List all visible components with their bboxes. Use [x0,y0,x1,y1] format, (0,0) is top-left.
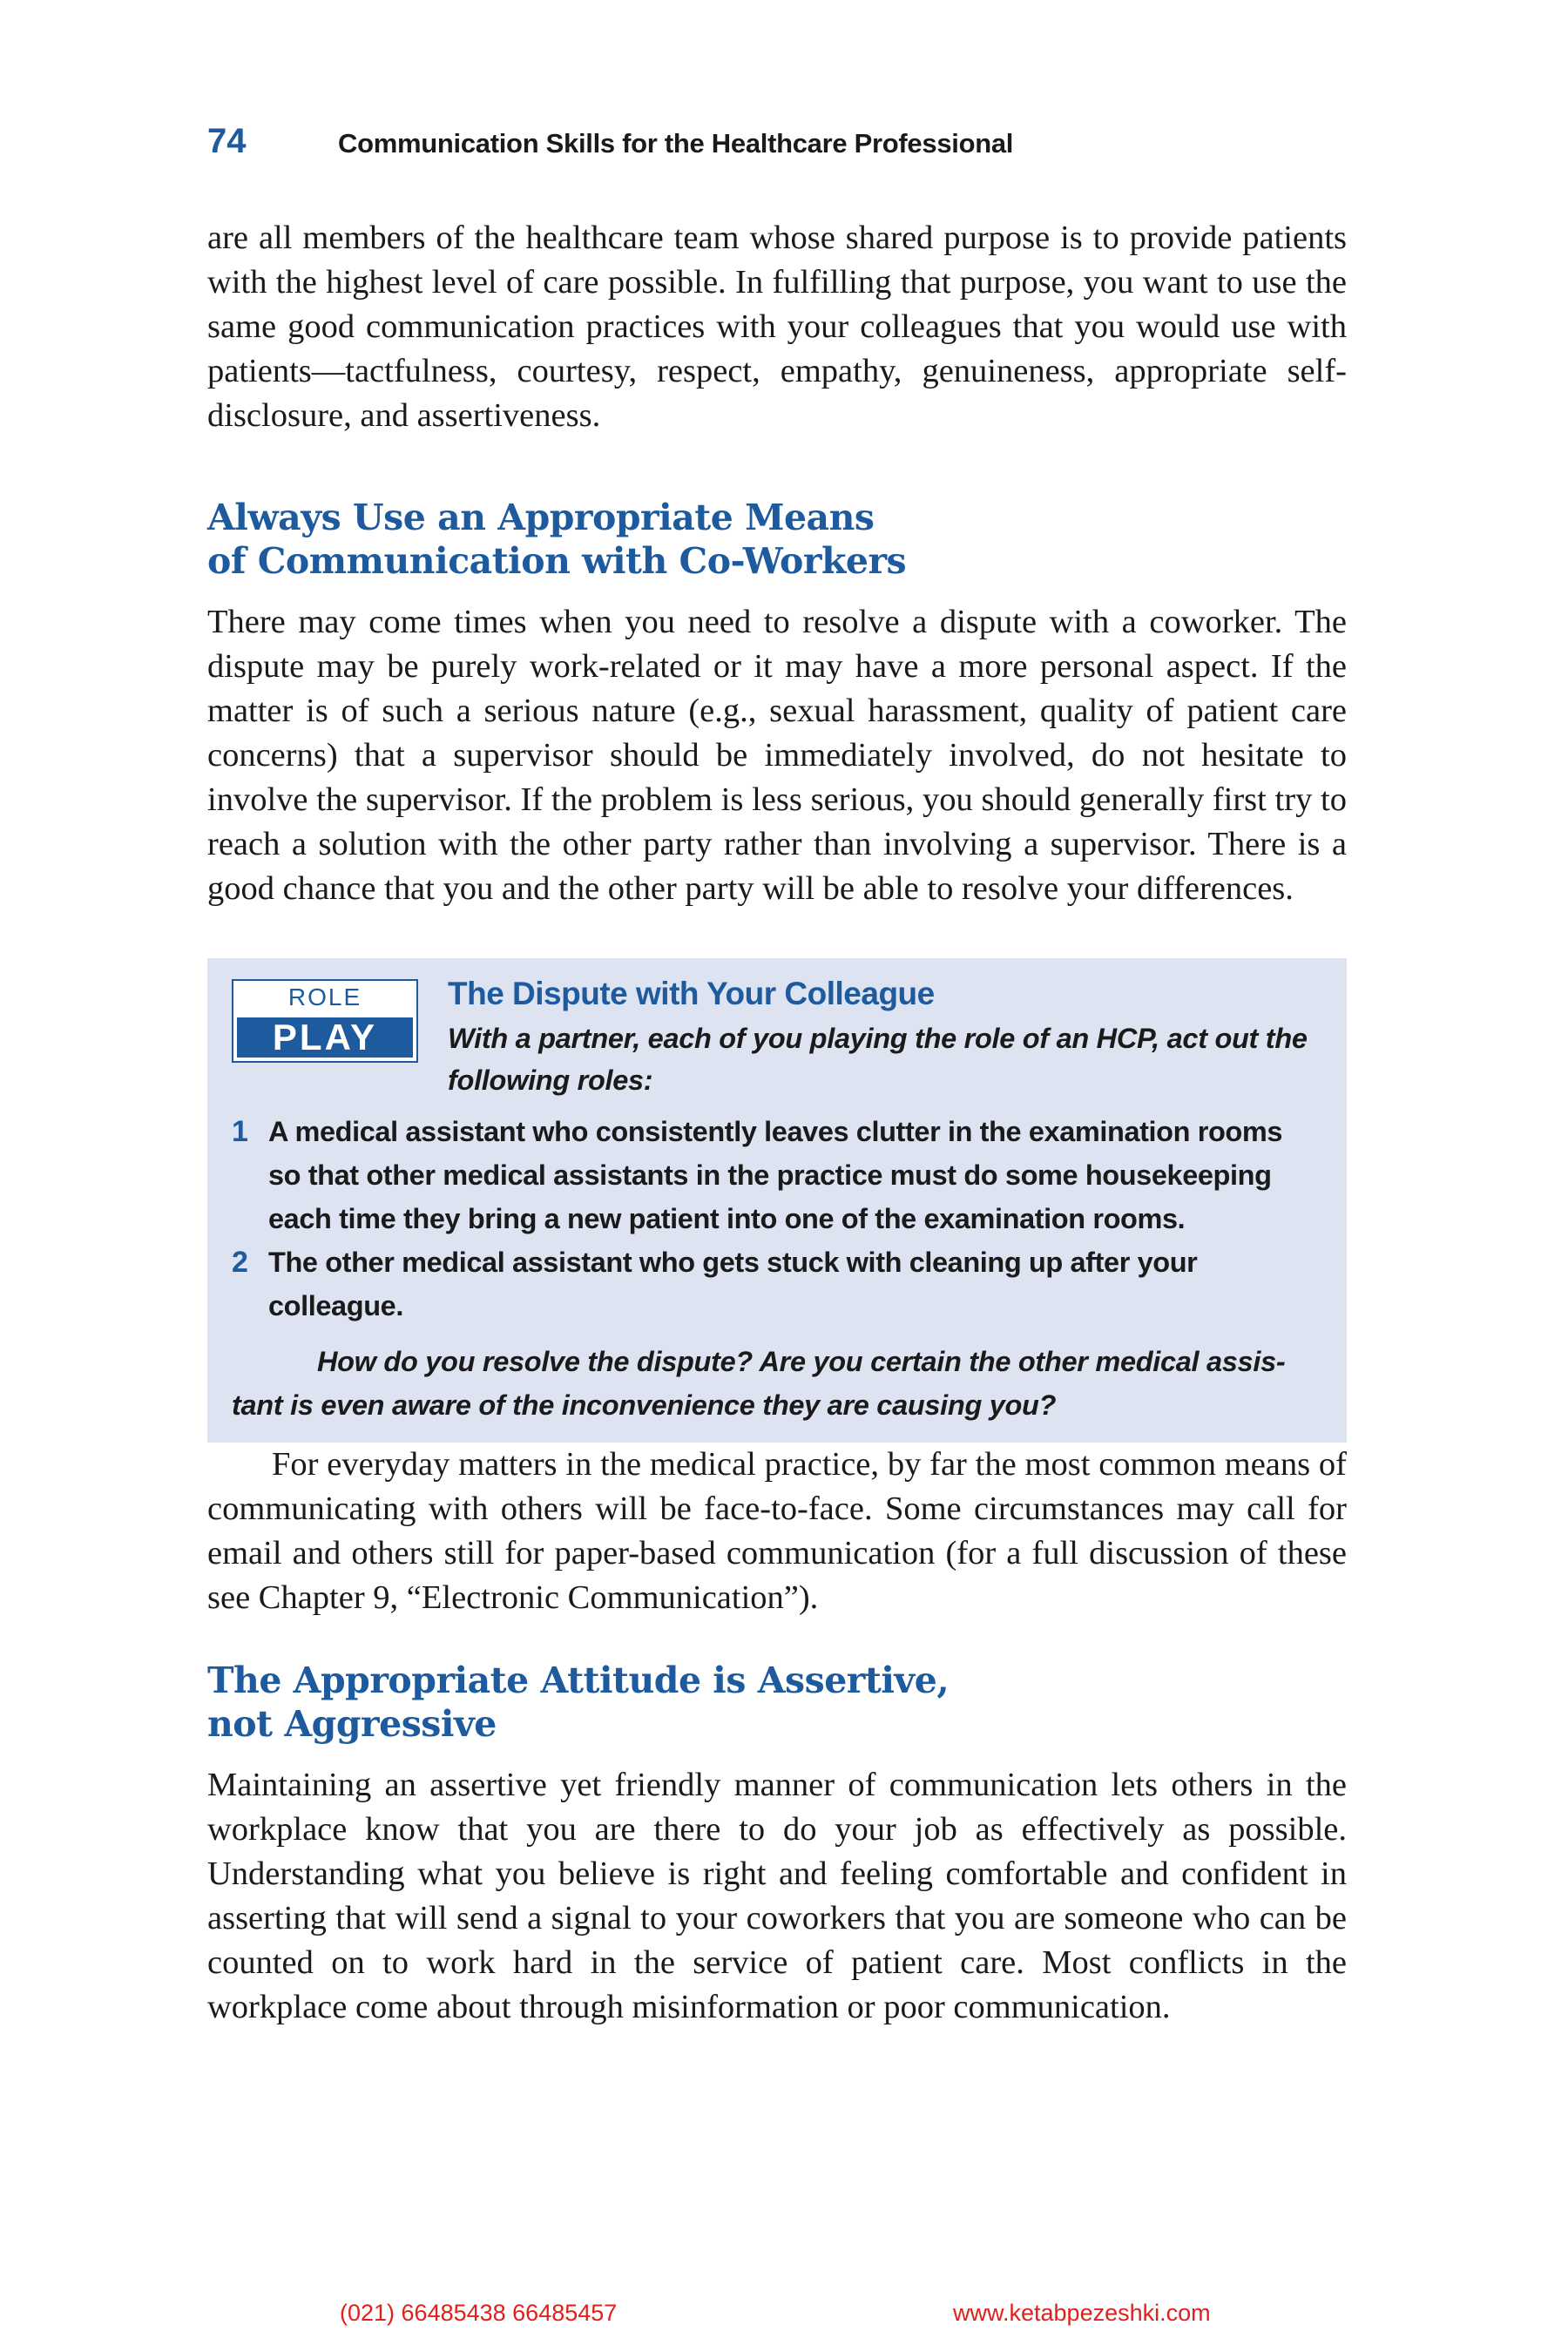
role-play-badge [232,979,418,1063]
heading-line: Always Use an Appropriate Means [207,497,875,538]
role-play-intro: With a partner, each of you playing the role of an HCP, act out the following roles: [448,1023,1308,1096]
intro-paragraph: are all members of the healthcare team whose shared purpose is to provide patients with the highest level of care possible. In fulfilling that purpose, you want to use the same good communication practices with your colleagues that you would use with patients—tactfulness, courtesy, respect, empathy, genuineness, appropriate self-disclosure, and assertiveness. [207,220,1347,434]
footer-website-link[interactable]: www.ketabpezeshki.com [953,2300,1211,2326]
running-header [207,122,1013,161]
list-item [232,1110,1315,1240]
list-item [232,1240,1315,1328]
footer-phone: (021) 66485438 66485457 [340,2300,618,2326]
list-item-text: The other medical assistant who gets stuck with cleaning up after your colleague. [268,1247,1198,1321]
role-play-question: How do you resolve the dispute? Are you certain the other medical assistant is even aware of the inconvenience they are causing you? [232,1346,1286,1421]
section-paragraph: Maintaining an assertive yet friendly manner of communication lets others in the workplace know that you are there to do your job as effectively as possible. Understanding what you believe is right and feeling comfortable and confident in asserting that will send a signal to your coworkers that you are someone who can be counted on to work hard in the service of patient care. Most conflicts in the workplace come about through misinformation or poor communication. [207,1767,1347,2025]
badge-play-label: PLAY [237,1017,413,1058]
heading-line: not Aggressive [207,1703,497,1745]
section-paragraph: There may come times when you need to resolve a dispute with a coworker. The dispute may be purely work-related or it may have a more personal aspect. If the matter is of such a serious nature (e.g., sexual harassment, quality of patient care concerns) that a supervisor should be immediately involved, do not hesitate to involve the supervisor. If the problem is less serious, you should generally first try to reach a solution with the other party rather than involving a supervisor. There is a good chance that you and the other party will be able to resolve your differences. [207,604,1347,907]
heading-line: of Communication with Co-Workers [207,540,907,582]
role-play-box [207,958,1347,1443]
list-item-text: A medical assistant who consistently leaves clutter in the examination rooms so that other medical assistants in the practice must do some housekeeping each time they bring a new patient into one of the examination rooms. [268,1116,1283,1234]
role-play-list [232,1110,1315,1328]
badge-role-label: ROLE [287,983,362,1010]
list-item-number: 1 [232,1115,248,1148]
section-heading-assertive [207,1659,1347,1746]
list-item-number: 2 [232,1246,248,1279]
section-heading-communication-means [207,496,1347,583]
running-title: Communication Skills for the Healthcare Professional [338,128,1014,159]
page-number: 74 [207,122,247,160]
heading-line: The Appropriate Attitude is Assertive, [207,1659,950,1701]
role-play-title: The Dispute with Your Colleague [448,976,935,1011]
page-content [207,216,1347,2030]
after-box-paragraph: For everyday matters in the medical practice, by far the most common means of communicating with others will be face-to-face. Some circumstances may call for email and others still for paper-based communication (for a full discussion of these see Chapter 9, “Electronic Communication”). [207,1446,1347,1616]
